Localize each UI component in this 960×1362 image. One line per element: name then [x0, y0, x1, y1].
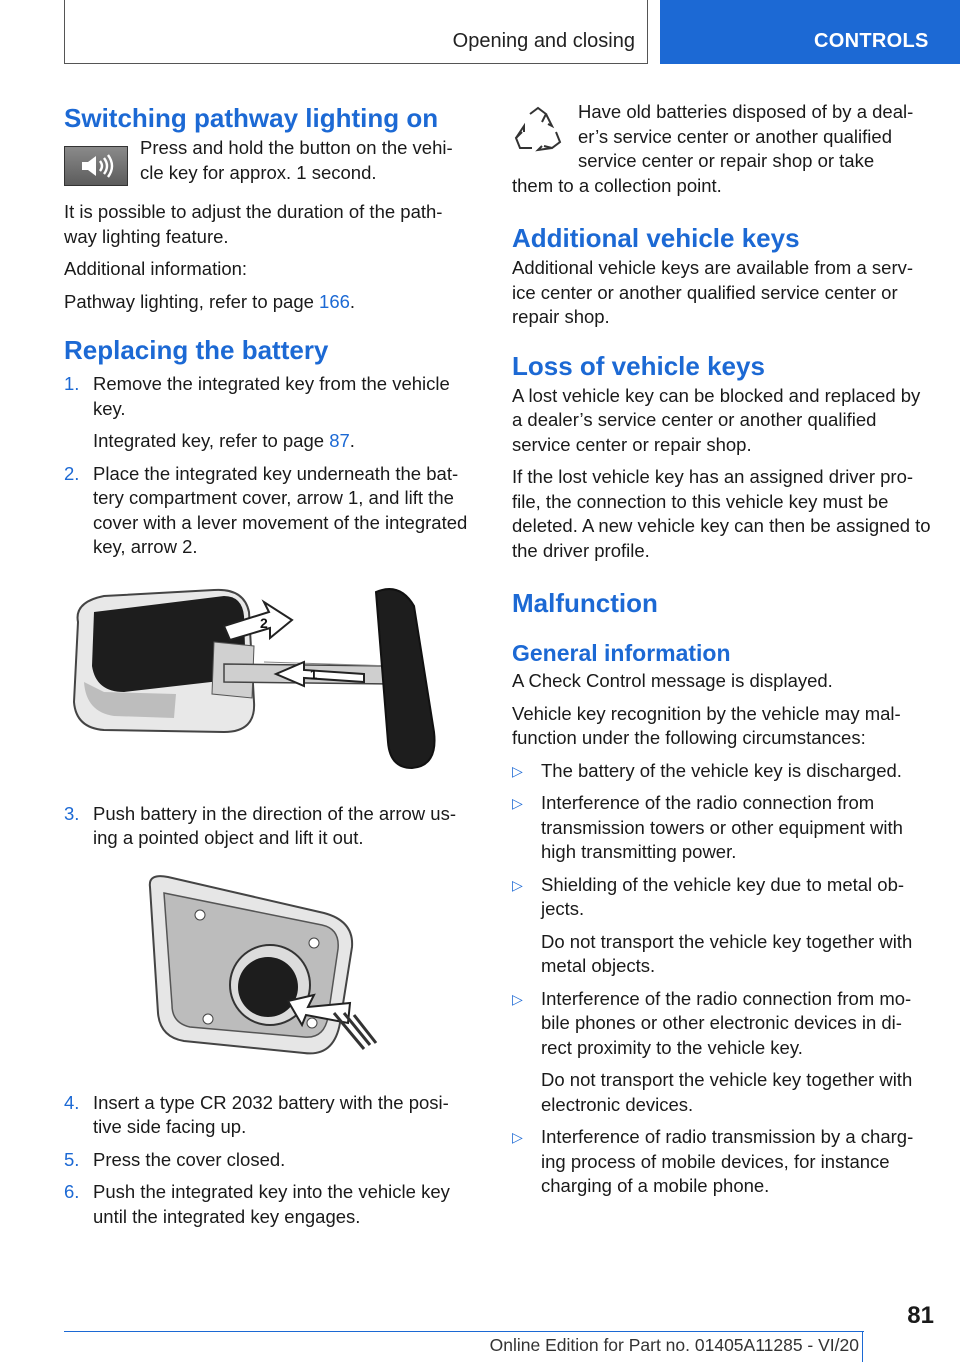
step-3 [64, 802, 470, 851]
step-number: 1. [64, 373, 80, 394]
header-section-box [64, 0, 648, 64]
bullet-text: Shielding of the vehicle key due to metal ob-jects. [541, 873, 905, 919]
step-text: Remove the integrated key from the vehicle key. [93, 373, 450, 419]
step-reference [93, 429, 470, 454]
battery-compartment-figure [64, 873, 470, 1063]
arrow-label-1: 1 [310, 666, 318, 682]
footer-divider [64, 1331, 864, 1332]
additional-keys-text: Additional vehicle keys are available from a serv-ice center or another qualified service center or repair shop. [512, 257, 914, 327]
bullet-text: The battery of the vehicle key is discharged. [541, 759, 902, 781]
bullet-marker: ▷ [512, 990, 523, 1007]
header-chapter-tab [660, 0, 960, 64]
pathway-para-1: It is possible to adjust the duration of the path-way lighting feature. [64, 201, 443, 247]
loss-para-1: A lost vehicle key can be blocked and replaced by a dealer’s service center or another qualified service center or repair shop. [512, 384, 921, 455]
left-column [64, 100, 470, 1229]
step-number: 2. [64, 462, 80, 484]
bullet-marker: ▷ [512, 795, 523, 811]
step-5 [64, 1148, 470, 1173]
step-2 [64, 462, 470, 560]
malfunction-para-2: Vehicle key recognition by the vehicle may mal-function under the following circumstances: [512, 702, 901, 748]
step-1 [64, 372, 470, 454]
bullet-text: Interference of the radio connection from mo-bile phones or other electronic devices in di-rect proximity to the vehicle key. [541, 987, 912, 1058]
loss-heading: Loss of vehicle keys [512, 350, 765, 381]
battery-heading: Replacing the battery [64, 335, 329, 365]
bullet-note: Do not transport the vehicle key together with electronic devices. [541, 1069, 913, 1115]
bullet-item [512, 1125, 932, 1199]
step-text: Press the cover closed. [93, 1148, 286, 1170]
page-link-166[interactable]: 166 [319, 290, 350, 312]
additional-keys-heading: Additional vehicle keys [512, 223, 800, 253]
bullet-marker: ▷ [512, 876, 523, 893]
step-text: Push the integrated key into the vehicle key until the integrated key engages. [93, 1181, 450, 1227]
bullet-item [512, 987, 932, 1118]
disposal-text-lead: Have old batteries disposed of by a deal-er’s service center or another qualified service center or repair shop or take [578, 101, 914, 171]
step-text: Push battery in the direction of the arrow us-ing a pointed object and lift it out. [93, 802, 456, 848]
key-figure-integrated [64, 582, 470, 782]
step-number: 4. [64, 1091, 80, 1113]
pathway-instruction-row [64, 137, 470, 186]
page-link-87[interactable]: 87 [329, 430, 350, 451]
step-text: Insert a type CR 2032 battery with the posi-tive side facing up. [93, 1091, 449, 1137]
edition-text: Online Edition for Part no. 01405A11285 - VI/20 [489, 1335, 859, 1355]
malfunction-para-1: A Check Control message is displayed. [512, 670, 833, 691]
pathway-reference [64, 290, 470, 315]
arrow-label-2: 2 [260, 614, 268, 631]
bullet-text: Interference of the radio connection from transmission towers or other equipment with high transmitting power. [541, 792, 903, 862]
reference-text: Integrated key, refer to page [93, 430, 330, 451]
pathway-para-2: Additional information: [64, 258, 248, 279]
step-number: 6. [64, 1181, 80, 1202]
step-number: 5. [64, 1148, 80, 1170]
recycle-icon [512, 104, 564, 156]
malfunction-heading: Malfunction [512, 588, 658, 618]
reference-end: . [349, 430, 355, 451]
bullet-note: Do not transport the vehicle key together with metal objects. [541, 930, 913, 976]
step-4 [64, 1091, 470, 1140]
bullet-item [512, 791, 932, 865]
page-number: 81 [907, 1302, 934, 1329]
pathway-instruction: Press and hold the button on the vehi-cle key for approx. 1 second. [140, 137, 453, 183]
right-column [512, 100, 932, 1199]
section-title: Opening and closing [452, 30, 635, 52]
bullet-text: Interference of radio transmission by a charg-ing process of mobile devices, for instance charging of a mobile phone. [541, 1126, 914, 1196]
chapter-title: CONTROLS [814, 30, 929, 52]
bullet-item [512, 759, 932, 784]
step-6 [64, 1180, 470, 1229]
footer-tick [862, 1331, 863, 1362]
step-number: 3. [64, 802, 80, 824]
step-text: Place the integrated key underneath the bat-tery compartment cover, arrow 1, and lift the cover with a lever movement of the integrated key, arrow 2. [93, 462, 468, 557]
loss-para-2: If the lost vehicle key has an assigned driver pro-file, the connection to this vehicle key must be deleted. A new vehicle key can then be assigned to the driver profile. [512, 466, 931, 561]
bullet-marker: ▷ [512, 762, 523, 779]
bullet-item [512, 873, 932, 979]
reference-end: . [349, 290, 356, 312]
speaker-button-icon [64, 146, 128, 186]
disposal-note [512, 100, 932, 174]
disposal-text-tail: them to a collection point. [512, 174, 722, 196]
reference-text: Pathway lighting, refer to page [64, 290, 320, 312]
general-info-heading: General information [512, 640, 731, 666]
pathway-heading: Switching pathway lighting on [64, 103, 439, 133]
bullet-marker: ▷ [512, 1129, 523, 1145]
